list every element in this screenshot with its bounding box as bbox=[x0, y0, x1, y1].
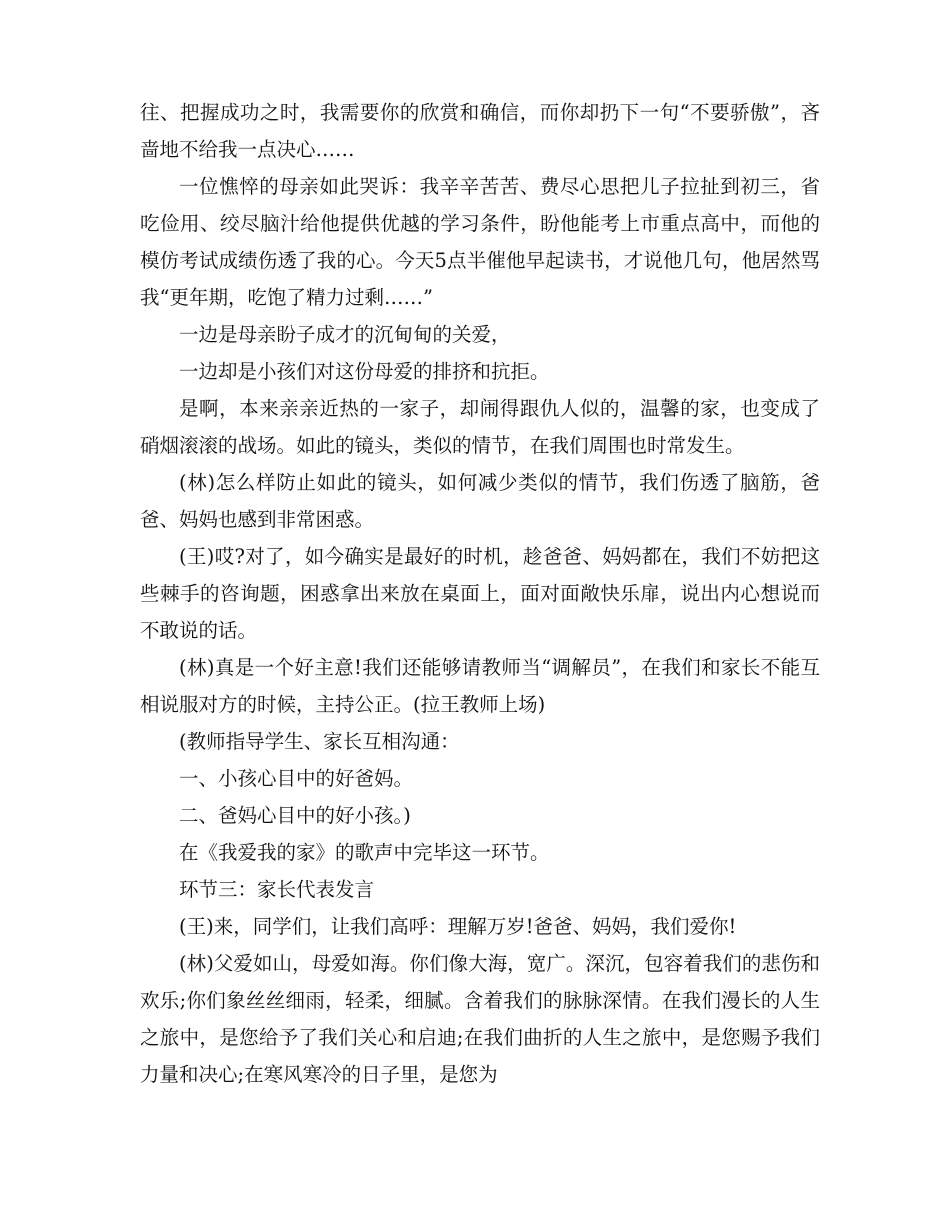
paragraph: 一、小孩心目中的好爸妈。 bbox=[179, 767, 414, 790]
paragraph: 是啊，本来亲亲近热的一家子，却闹得跟仇人似的，温馨的家，也变成了硝烟滚滚的战场。如此的镜头，类似的情节，在我们周围也时常发生。 bbox=[140, 397, 820, 457]
paragraph: 环节三：家长代表发言 bbox=[179, 878, 375, 901]
paragraph: (林)父爱如山，母爱如海。你们像大海，宽广。深沉，包容着我们的悲伤和欢乐;你们象丝丝细雨，轻柔，细腻。含着我们的脉脉深情。在我们漫长的人生之旅中，是您给予了我们关心和启迪;在我们曲折的人生之旅中，是您赐予我们力量和决心;在寒风寒冷的日子里，是您为 bbox=[140, 952, 820, 1086]
paragraph: (王)哎?对了，如今确实是最好的时机，趁爸爸、妈妈都在，我们不妨把这些棘手的咨询题，困惑拿出来放在桌面上，面对面敞快乐扉，说出内心想说而不敢说的话。 bbox=[140, 545, 820, 642]
document-body bbox=[140, 94, 820, 1093]
paragraph: (林)怎么样防止如此的镜头，如何减少类似的情节，我们伤透了脑筋，爸爸、妈妈也感到非常困惑。 bbox=[140, 471, 820, 531]
paragraph: 一位憔悴的母亲如此哭诉：我辛辛苦苦、费尽心思把儿子拉扯到初三，省吃俭用、绞尽脑汁给他提供优越的学习条件，盼他能考上市重点高中，而他的模仿考试成绩伤透了我的心。今天5点半催他早起读书，才说他几句，他居然骂我“更年期，吃饱了精力过剩……” bbox=[140, 175, 820, 309]
paragraph: (王)来，同学们，让我们高呼：理解万岁!爸爸、妈妈，我们爱你! bbox=[179, 915, 737, 938]
paragraph: 一边是母亲盼子成才的沉甸甸的关爱， bbox=[179, 323, 511, 346]
paragraph: 一边却是小孩们对这份母爱的排挤和抗拒。 bbox=[179, 360, 550, 383]
paragraph: 在《我爱我的家》的歌声中完毕这一环节。 bbox=[179, 841, 550, 864]
paragraph: 往、把握成功之时，我需要你的欣赏和确信，而你却扔下一句“不要骄傲”，吝啬地不给我一点决心…… bbox=[140, 101, 820, 161]
paragraph: (林)真是一个好主意!我们还能够请教师当“调解员”，在我们和家长不能互相说服对方的时候，主持公正。(拉王教师上场) bbox=[140, 656, 820, 716]
paragraph: (教师指导学生、家长互相沟通： bbox=[179, 730, 460, 753]
paragraph: 二、爸妈心目中的好小孩。) bbox=[179, 804, 411, 827]
